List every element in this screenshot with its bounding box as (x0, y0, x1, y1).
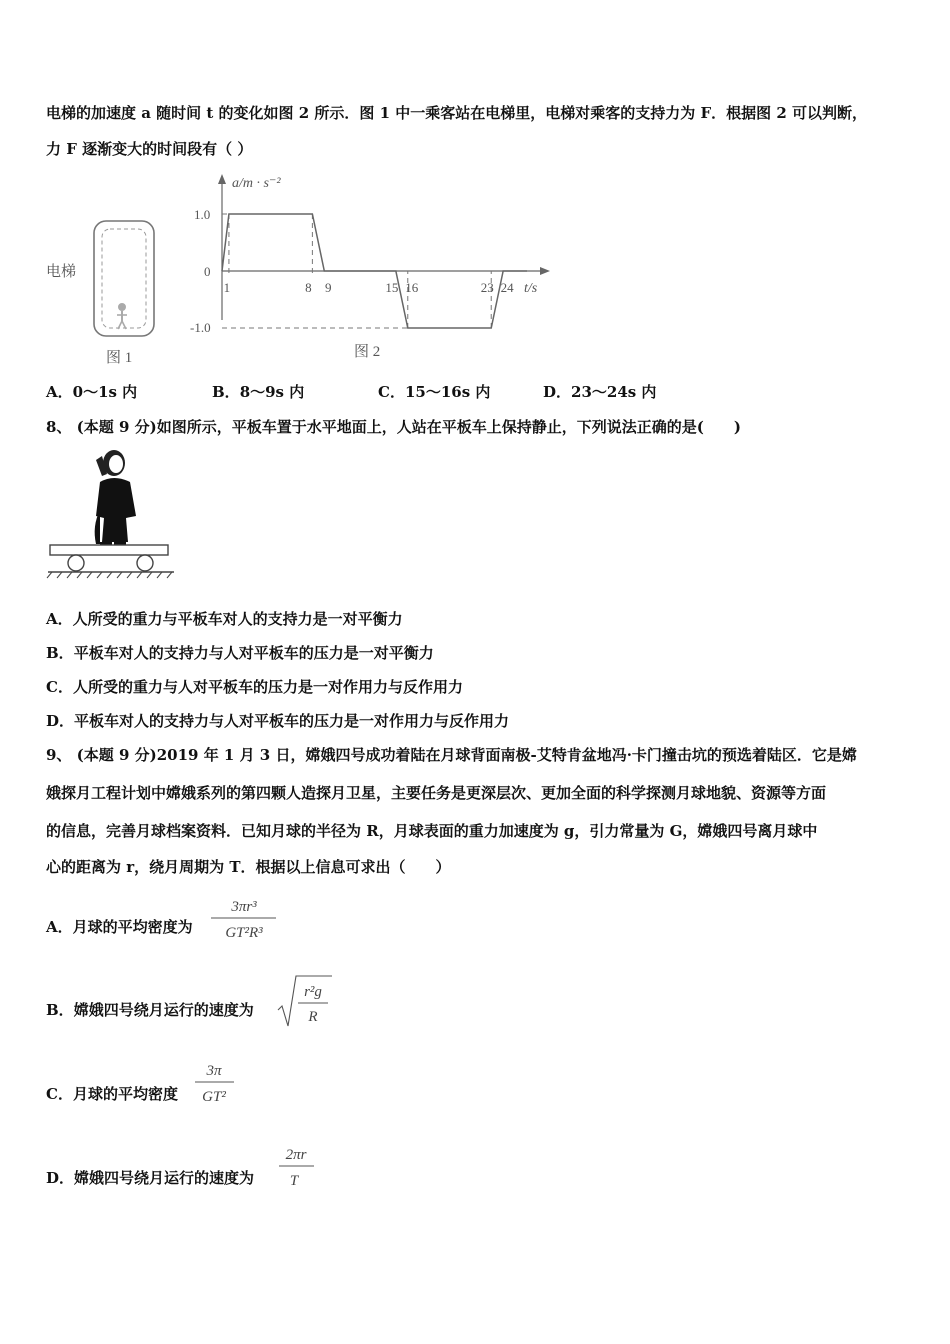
figure-1-caption: 图 1 (106, 350, 133, 366)
wheel-icon (137, 555, 153, 571)
formula-a-denominator: GT²R³ (225, 925, 263, 941)
q9-option-b[interactable]: B．嫦娥四号绕月运行的速度为 (46, 1001, 254, 1019)
elevator-figure (40, 195, 170, 370)
x-tick-label: 8 (305, 280, 312, 295)
person-illustration (95, 450, 136, 546)
x-tick-label: 16 (405, 280, 419, 295)
formula-d (276, 1140, 322, 1192)
x-tick-label: 24 (500, 280, 514, 295)
elevator-inner (102, 229, 146, 328)
formula-c (192, 1056, 242, 1108)
q7-stem-line-1: 电梯的加速度 a 随时间 t 的变化如图 2 所示．图 1 中一乘客站在电梯里，电梯对乘客的支持力为 F．根据图 2 可以判断， (46, 104, 868, 122)
x-tick-label: 9 (325, 280, 332, 295)
formula-a-numerator: 3πr³ (231, 899, 257, 915)
q9-stem-line-3: 的信息，完善月球档案资料．已知月球的半径为 R，月球表面的重力加速度为 g，引力常量为 G，嫦娥四号离月球中 (46, 822, 818, 840)
q8-option-b[interactable]: B．平板车对人的支持力与人对平板车的压力是一对平衡力 (46, 644, 434, 662)
x-tick-label: 15 (385, 280, 399, 295)
figure-2-caption: 图 2 (354, 344, 381, 360)
wheel-icon (68, 555, 84, 571)
formula-d-numerator: 2πr (285, 1147, 307, 1163)
x-axis-arrow (540, 267, 550, 275)
formula-c-denominator: GT² (202, 1089, 226, 1105)
q8-option-a[interactable]: A．人所受的重力与平板车对人的支持力是一对平衡力 (46, 610, 403, 628)
formula-d-denominator: T (289, 1173, 299, 1189)
q7-stem-line-2: 力 F 逐渐变大的时间段有（ ） (46, 140, 253, 158)
acceleration-chart (188, 170, 568, 365)
q9-stem-line-2: 娥探月工程计划中嫦娥系列的第四颗人造探月卫星，主要任务是更深层次、更加全面的科学探测月球地貌、资源等方面 (46, 784, 827, 802)
ground (47, 572, 174, 578)
y-tick-label: 1.0 (194, 207, 211, 222)
q9-stem-line-1: 9、 (本题 9 分)2019 年 1 月 3 日，嫦娥四号成功着陆在月球背面南极-艾特肯盆地冯·卡门撞击坑的预选着陆区．它是嫦 (46, 746, 857, 764)
y-tick-label: 0 (204, 264, 211, 279)
q9-stem-line-4: 心的距离为 r，绕月周期为 T．根据以上信息可求出（ ） (46, 858, 451, 876)
x-tick-label: 1 (223, 280, 231, 295)
x-axis-label: t/s (524, 281, 538, 296)
passenger-icon (117, 304, 127, 330)
y-axis-label: a/m · s⁻² (232, 176, 281, 191)
q7-option-b[interactable]: B．8～9s 内 (212, 383, 305, 401)
person-on-cart-figure (44, 446, 179, 581)
q9-option-a[interactable]: A．月球的平均密度为 (46, 918, 193, 936)
q8-option-c[interactable]: C．人所受的重力与人对平板车的压力是一对作用力与反作用力 (46, 678, 463, 696)
formula-a (208, 890, 280, 944)
elevator-car (94, 221, 154, 336)
x-tick-label: 23 (480, 280, 494, 295)
q8-option-d[interactable]: D．平板车对人的支持力与人对平板车的压力是一对作用力与反作用力 (46, 712, 510, 730)
q7-option-a[interactable]: A．0～1s 内 (46, 383, 138, 401)
q9-option-c[interactable]: C．月球的平均密度 (46, 1085, 178, 1103)
q9-option-d[interactable]: D．嫦娥四号绕月运行的速度为 (46, 1169, 255, 1187)
elevator-label: 电梯 (46, 264, 77, 280)
q7-option-d[interactable]: D．23～24s 内 (543, 383, 657, 401)
formula-c-numerator: 3π (206, 1063, 222, 1079)
formula-b-numerator: r²g (304, 984, 322, 1000)
y-axis-arrow (218, 174, 226, 184)
y-tick-label: -1.0 (190, 320, 211, 335)
formula-b-denominator: R (308, 1009, 318, 1025)
q7-option-c[interactable]: C．15～16s 内 (378, 383, 491, 401)
formula-b (276, 970, 336, 1032)
flatbed-cart (50, 545, 168, 571)
q8-stem: 8、 (本题 9 分)如图所示，平板车置于水平地面上，人站在平板车上保持静止，下列说法正确的是( ) (46, 418, 741, 436)
